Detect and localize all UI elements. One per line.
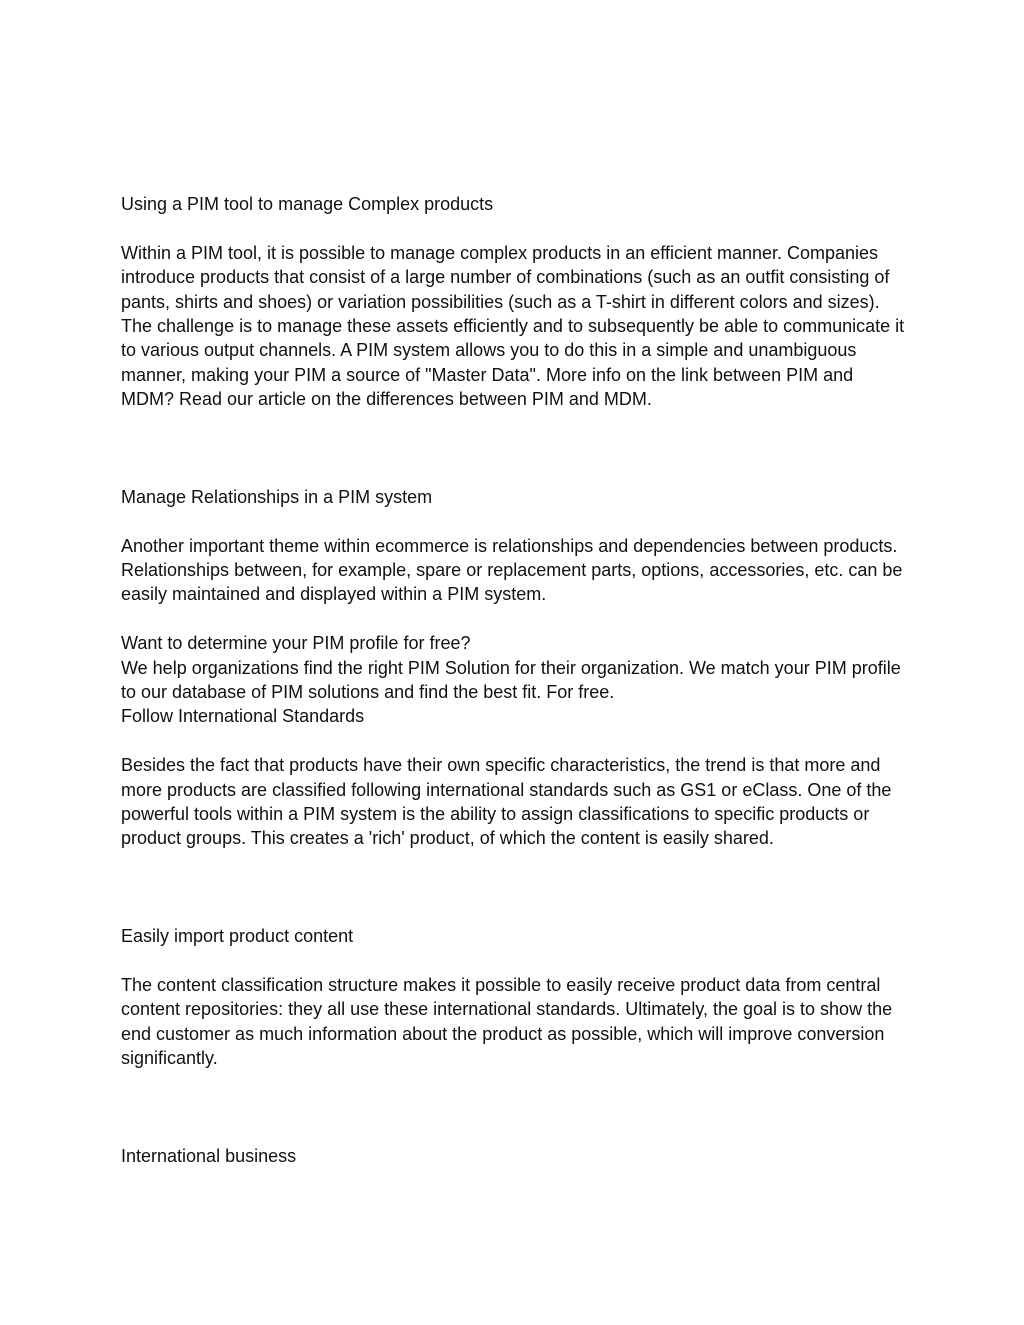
spacer: [121, 412, 911, 485]
spacer: [121, 729, 911, 753]
spacer: [121, 1070, 911, 1143]
document-page: [121, 192, 911, 1168]
section-heading-relationships: Manage Relationships in a PIM system: [121, 486, 433, 507]
section-heading-import: Easily import product content: [121, 926, 354, 947]
section-heading-complex-products: Using a PIM tool to manage Complex products: [121, 194, 494, 214]
promo-question: Want to determine your PIM profile for free?: [121, 633, 471, 654]
paragraph-relationships: Another important theme within ecommerce is relationships and dependencies between products. Relationships between, for example, spare or replacement parts, options, accessories, etc. can be easily maintained and displayed within a PIM system.: [121, 535, 903, 605]
promo-text: We help organizations find the right PIM Solution for their organization. We match your PIM profile to our database of PIM solutions and find the best fit. For free.: [121, 657, 901, 703]
section-heading-standards: Follow International Standards: [121, 706, 365, 727]
paragraph-standards: Besides the fact that products have their own specific characteristics, the trend is that more and more products are classified following international standards such as GS1 or eClass. One of the powerful tools within a PIM system is the ability to assign classifications to specific products or product groups. This creates a 'rich' product, of which the content is easily shared.: [121, 755, 892, 849]
spacer: [121, 216, 911, 240]
paragraph-complex-products: Within a PIM tool, it is possible to manage complex products in an efficient manner. Companies introduce products that consist of a large number of combinations (such as an outfit consisting of pants, shirts and shoes) or variation possibilities (such as a T-shirt in different colors and sizes). The challenge is to manage these assets efficiently and to subsequently be able to communicate it to various output channels. A PIM system allows you to do this in a simple and unambiguous manner, making your PIM a source of "Master Data". More info on the link between PIM and MDM? Read our article on the differences between PIM and MDM.: [121, 242, 905, 410]
section-heading-international-business: International business: [121, 1145, 297, 1166]
spacer: [121, 509, 911, 533]
spacer: [121, 607, 911, 631]
spacer: [121, 948, 911, 972]
paragraph-import: The content classification structure makes it possible to easily receive product data from central content repositories: they all use these international standards. Ultimately, the goal is to show the end customer as much information about the product as possible, which will improve conversion significantly.: [121, 974, 893, 1069]
spacer: [121, 851, 911, 924]
